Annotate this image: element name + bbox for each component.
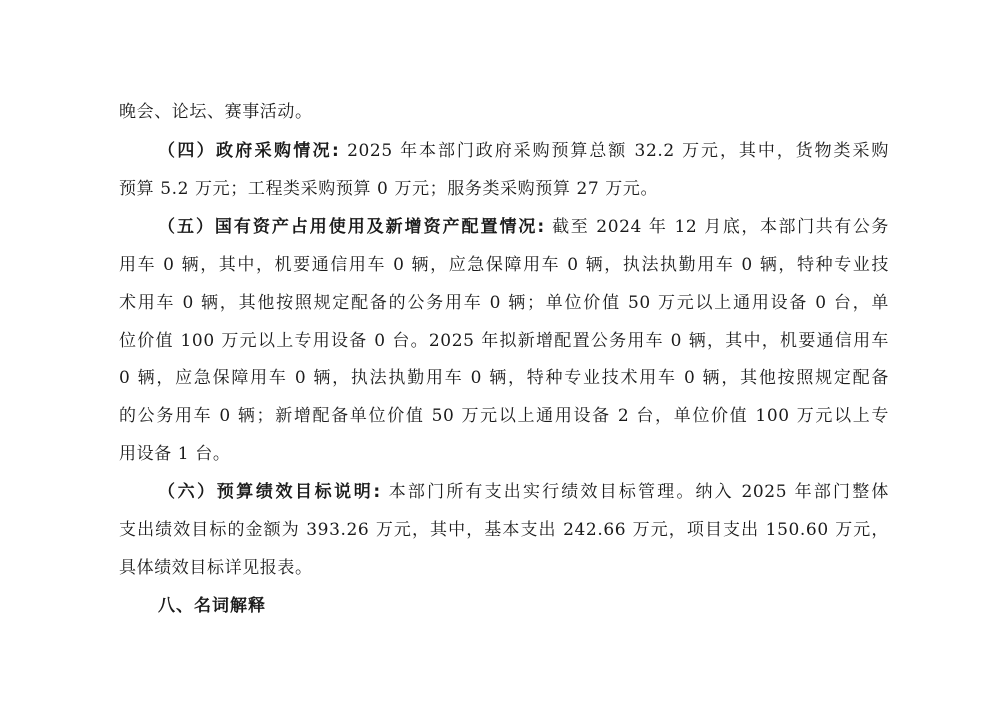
section4-text1: 2025 年本部门政府采购预算总额 32.2 万元，其中，货物类采购 — [347, 141, 889, 161]
section5-line4: 位价值 100 万元以上专用设备 0 台。2025 年拟新增配置公务用车 0 辆，其中，机要通信用车 — [119, 331, 889, 351]
section5-line3: 术用车 0 辆，其他按照规定配备的公务用车 0 辆；单位价值 50 万元以上通用设备 0 台，单 — [119, 293, 889, 313]
section6-text1: 本部门所有支出实行绩效目标管理。纳入 2025 年部门整体 — [388, 482, 889, 502]
section6-line2: 支出绩效目标的金额为 393.26 万元，其中，基本支出 242.66 万元，项目支出 150.60 万元， — [119, 520, 889, 540]
section8-heading: 八、名词解释 — [158, 596, 266, 616]
section4-line1 — [158, 140, 889, 162]
intro-line: 晚会、论坛、赛事活动。 — [119, 102, 313, 122]
section6-line1 — [158, 481, 889, 503]
section5-line5: 0 辆，应急保障用车 0 辆，执法执勤用车 0 辆，特种专业技术用车 0 辆，其他按照规定配备 — [119, 368, 889, 388]
section4-line2: 预算 5.2 万元；工程类采购预算 0 万元；服务类采购预算 27 万元。 — [119, 179, 659, 199]
section5-line2: 用车 0 辆，其中，机要通信用车 0 辆，应急保障用车 0 辆，执法执勤用车 0 辆，特种专业技 — [119, 255, 889, 275]
section5-line7: 用设备 1 台。 — [119, 444, 231, 464]
section5-title: （五）国有资产占用使用及新增资产配置情况: — [158, 217, 546, 237]
section5-text1: 截至 2024 年 12 月底，本部门共有公务 — [552, 217, 889, 237]
section4-title: （四）政府采购情况: — [158, 141, 340, 161]
section5-line6: 的公务用车 0 辆；新增配备单位价值 50 万元以上通用设备 2 台，单位价值 100 万元以上专 — [119, 406, 889, 426]
section6-title: （六）预算绩效目标说明: — [158, 482, 382, 502]
section6-line3: 具体绩效目标详见报表。 — [119, 558, 313, 578]
section5-line1 — [158, 216, 889, 238]
